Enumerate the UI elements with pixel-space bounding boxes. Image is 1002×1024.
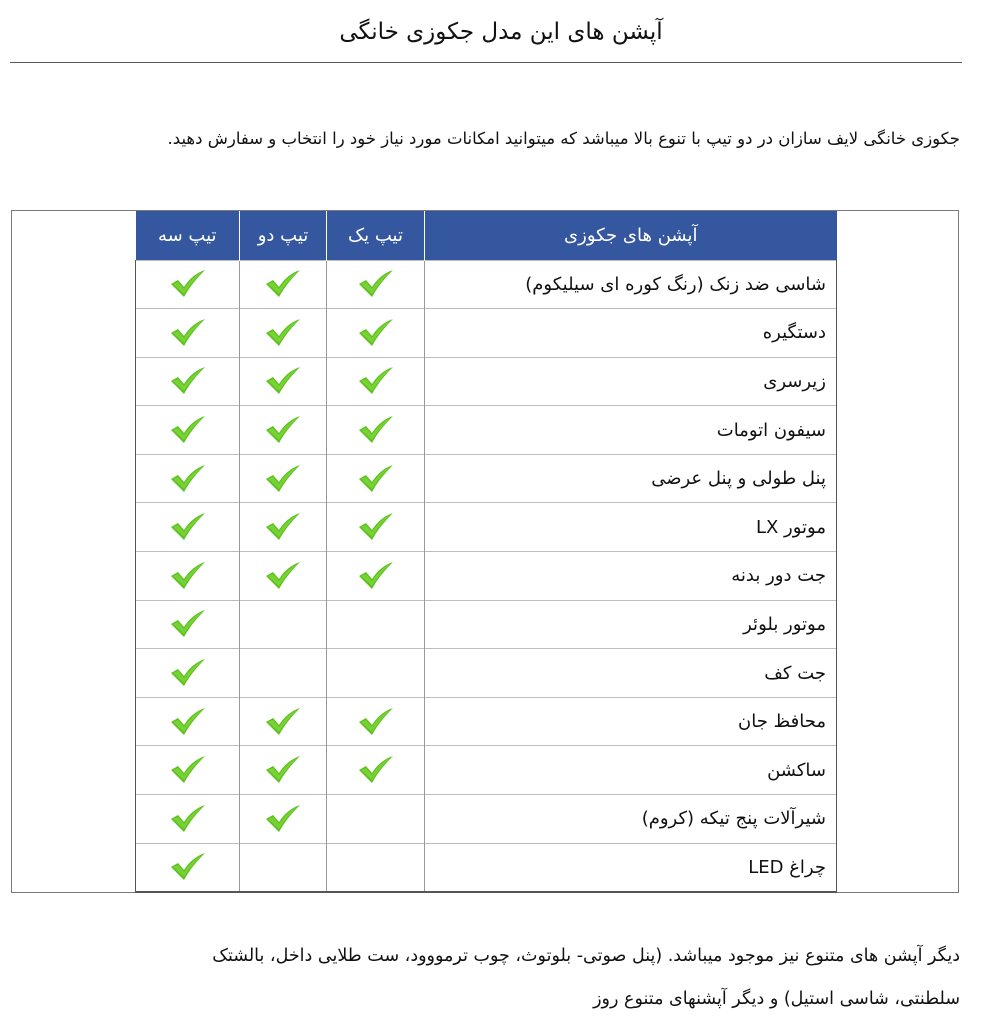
option-name: زیرسری xyxy=(425,357,837,406)
check-icon xyxy=(169,561,207,591)
title-divider xyxy=(10,62,962,63)
check-icon xyxy=(264,561,302,591)
cell-type-3 xyxy=(136,746,240,795)
cell-type-3 xyxy=(136,600,240,649)
check-icon xyxy=(357,707,395,737)
table-row xyxy=(136,309,837,358)
cell-type-1 xyxy=(327,843,425,892)
check-icon xyxy=(169,512,207,542)
cell-type-2 xyxy=(240,309,327,358)
option-name: شاسی ضد زنک (رنگ کوره ای سیلیکوم) xyxy=(425,260,837,309)
header-option: آپشن های جکوزی xyxy=(425,211,837,260)
option-name: پنل طولی و پنل عرضی xyxy=(425,454,837,503)
check-icon xyxy=(169,464,207,494)
check-icon xyxy=(169,366,207,396)
cell-type-3 xyxy=(136,649,240,698)
cell-type-2 xyxy=(240,357,327,406)
cell-type-3 xyxy=(136,309,240,358)
cell-type-2 xyxy=(240,260,327,309)
cell-type-1 xyxy=(327,649,425,698)
cell-type-1 xyxy=(327,600,425,649)
option-name: سیفون اتومات xyxy=(425,406,837,455)
table-row xyxy=(136,503,837,552)
table-header-row xyxy=(136,211,837,260)
header-type-3: تیپ سه xyxy=(136,211,240,260)
check-icon xyxy=(357,464,395,494)
cell-type-3 xyxy=(136,503,240,552)
check-icon xyxy=(169,707,207,737)
header-type-1: تیپ یک xyxy=(327,211,425,260)
check-icon xyxy=(264,707,302,737)
outro-paragraph xyxy=(40,935,960,1021)
cell-type-1 xyxy=(327,406,425,455)
option-name: دستگیره xyxy=(425,309,837,358)
check-icon xyxy=(169,609,207,639)
cell-type-2 xyxy=(240,843,327,892)
cell-type-2 xyxy=(240,503,327,552)
cell-type-3 xyxy=(136,454,240,503)
option-name: شیرآلات پنج تیکه (کروم) xyxy=(425,795,837,844)
table-row xyxy=(136,454,837,503)
check-icon xyxy=(357,415,395,445)
check-icon xyxy=(264,755,302,785)
table-row xyxy=(136,843,837,892)
check-icon xyxy=(357,512,395,542)
check-icon xyxy=(169,658,207,688)
check-icon xyxy=(264,804,302,834)
table-row xyxy=(136,260,837,309)
option-name: محافظ جان xyxy=(425,697,837,746)
cell-type-2 xyxy=(240,795,327,844)
option-name: چراغ LED xyxy=(425,843,837,892)
options-table-body xyxy=(136,260,837,892)
outro-line-2: سلطنتی، شاسی استیل) و دیگر آپشنهای متنوع روز xyxy=(593,989,960,1009)
cell-type-3 xyxy=(136,357,240,406)
outro-line-1: دیگر آپشن های متنوع نیز موجود میباشد. (پنل صوتی- بلوتوث، چوب ترمووود، ست طلایی داخل، بالشتک xyxy=(212,946,960,966)
table-row xyxy=(136,697,837,746)
table-row xyxy=(136,552,837,601)
option-name: جت کف xyxy=(425,649,837,698)
table-row xyxy=(136,357,837,406)
cell-type-2 xyxy=(240,649,327,698)
cell-type-1 xyxy=(327,503,425,552)
table-row xyxy=(136,406,837,455)
table-row xyxy=(136,746,837,795)
cell-type-2 xyxy=(240,600,327,649)
option-name: جت دور بدنه xyxy=(425,552,837,601)
page-title: آپشن های این مدل جکوزی خانگی xyxy=(339,19,663,45)
intro-paragraph: جکوزی خانگی لایف سازان در دو تیپ با تنوع بالا میباشد که میتوانید امکانات مورد نیاز خود را انتخاب و سفارش دهید. xyxy=(167,129,960,148)
check-icon xyxy=(357,366,395,396)
cell-type-1 xyxy=(327,746,425,795)
table-row xyxy=(136,795,837,844)
cell-type-2 xyxy=(240,552,327,601)
cell-type-3 xyxy=(136,260,240,309)
check-icon xyxy=(169,804,207,834)
check-icon xyxy=(264,415,302,445)
cell-type-3 xyxy=(136,697,240,746)
option-name: موتور بلوئر xyxy=(425,600,837,649)
option-name: موتور LX xyxy=(425,503,837,552)
check-icon xyxy=(357,755,395,785)
cell-type-1 xyxy=(327,795,425,844)
cell-type-1 xyxy=(327,260,425,309)
cell-type-3 xyxy=(136,552,240,601)
cell-type-2 xyxy=(240,406,327,455)
cell-type-2 xyxy=(240,746,327,795)
cell-type-1 xyxy=(327,309,425,358)
check-icon xyxy=(264,318,302,348)
cell-type-2 xyxy=(240,697,327,746)
check-icon xyxy=(357,269,395,299)
cell-type-3 xyxy=(136,843,240,892)
check-icon xyxy=(169,269,207,299)
options-table xyxy=(135,211,837,893)
cell-type-1 xyxy=(327,357,425,406)
table-row xyxy=(136,600,837,649)
header-type-2: تیپ دو xyxy=(240,211,327,260)
check-icon xyxy=(264,464,302,494)
check-icon xyxy=(264,366,302,396)
check-icon xyxy=(169,318,207,348)
cell-type-1 xyxy=(327,697,425,746)
check-icon xyxy=(357,561,395,591)
cell-type-3 xyxy=(136,795,240,844)
check-icon xyxy=(264,512,302,542)
cell-type-2 xyxy=(240,454,327,503)
cell-type-1 xyxy=(327,552,425,601)
option-name: ساکشن xyxy=(425,746,837,795)
cell-type-1 xyxy=(327,454,425,503)
check-icon xyxy=(264,269,302,299)
check-icon xyxy=(357,318,395,348)
check-icon xyxy=(169,852,207,882)
cell-type-3 xyxy=(136,406,240,455)
table-row xyxy=(136,649,837,698)
check-icon xyxy=(169,415,207,445)
check-icon xyxy=(169,755,207,785)
